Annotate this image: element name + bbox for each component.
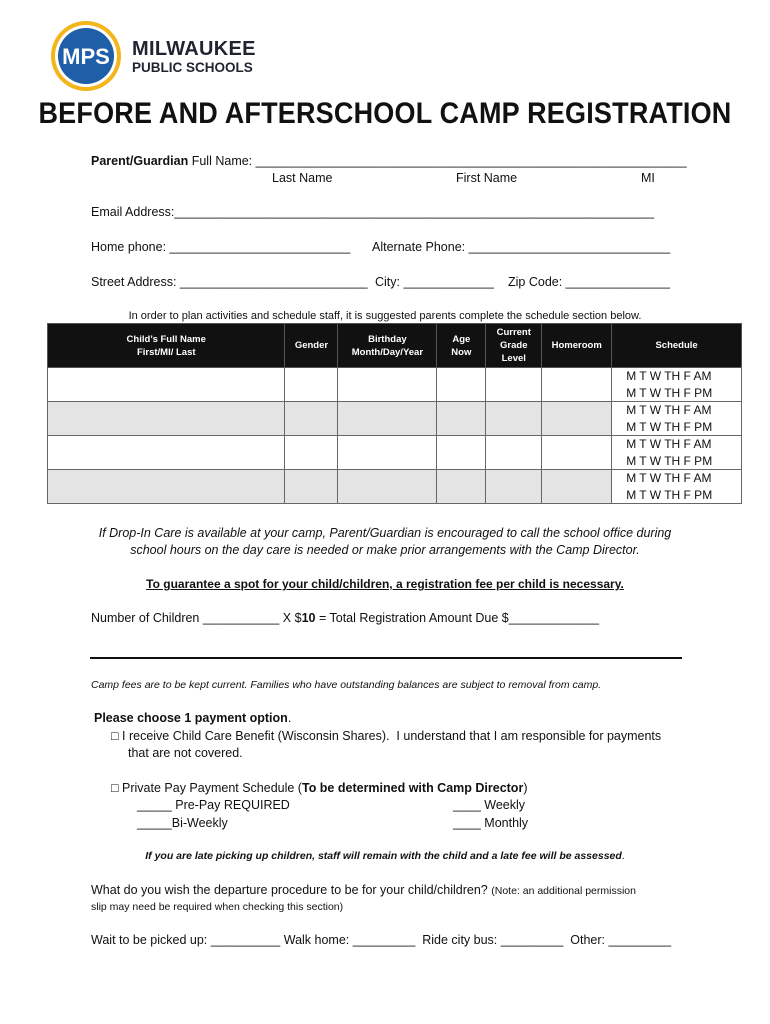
dropin-notice: If Drop-In Care is available at your camp, Parent/Guardian is encouraged to call the school office during school hours on the day care is needed or make prior arrangements with the Camp Director.	[98, 526, 672, 557]
birthday-cell[interactable]	[338, 436, 437, 470]
org-name-line1: MILWAUKEE	[132, 38, 256, 60]
org-name-line2: PUBLIC SCHOOLS	[132, 60, 253, 75]
schedule-cell[interactable]: M T W TH F AM M T W TH F PM	[612, 470, 742, 504]
grade-cell[interactable]	[486, 470, 542, 504]
zip-code-field[interactable]: Zip Code: _______________	[508, 275, 670, 289]
email-field[interactable]: Email Address:_____________________________________________________________________	[91, 205, 655, 219]
schedule-note: In order to plan activities and schedule staff, it is suggested parents complete the schedule section below.	[128, 310, 642, 322]
weekly-option[interactable]: ____ Weekly	[453, 798, 526, 812]
child-name-cell[interactable]	[48, 470, 285, 504]
birthday-cell[interactable]	[338, 402, 437, 436]
age-cell[interactable]	[437, 436, 486, 470]
departure-question: What do you wish the departure procedure to be for your child/children? (Note: an additional permission	[91, 883, 636, 897]
gender-cell[interactable]	[285, 436, 338, 470]
fee-notice: To guarantee a spot for your child/children, a registration fee per child is necessary.	[146, 577, 624, 591]
guardian-label: Parent/Guardian	[91, 154, 189, 168]
birthday-cell[interactable]	[338, 368, 437, 402]
header-birthday: Birthday Month/Day/Year	[338, 324, 437, 368]
schedule-cell[interactable]: M T W TH F AM M T W TH F PM	[612, 402, 742, 436]
page-title: BEFORE AND AFTERSCHOOL CAMP REGISTRATION	[38, 96, 732, 130]
sublabel-first-name: First Name	[456, 171, 518, 185]
guardian-name-field[interactable]	[91, 154, 687, 168]
mps-logo	[50, 20, 122, 92]
street-address-field[interactable]: Street Address: ___________________________	[91, 275, 368, 289]
child-name-cell[interactable]	[48, 402, 285, 436]
homeroom-cell[interactable]	[542, 368, 612, 402]
sublabel-mi: MI	[641, 171, 655, 185]
departure-options[interactable]: Wait to be picked up: __________ Walk home: _________ Ride city bus: _________ Other: _________	[91, 933, 672, 947]
table-row	[48, 402, 742, 436]
schedule-cell[interactable]: M T W TH F AM M T W TH F PM	[612, 436, 742, 470]
registration-amount-field[interactable]: Number of Children ___________ X $10 = Total Registration Amount Due $_____________	[91, 611, 600, 625]
grade-cell[interactable]	[486, 436, 542, 470]
header-child-name: Child’s Full Name First/MI/ Last	[48, 324, 285, 368]
age-cell[interactable]	[437, 368, 486, 402]
header-homeroom: Homeroom	[542, 324, 612, 368]
camp-fees-note: Camp fees are to be kept current. Families who have outstanding balances are subject to removal from camp.	[91, 679, 602, 691]
grade-cell[interactable]	[486, 368, 542, 402]
option-child-care-benefit[interactable]: □ I receive Child Care Benefit (Wisconsin Shares). I understand that I am responsible for payments	[111, 729, 662, 743]
sublabel-last-name: Last Name	[272, 171, 333, 185]
table-row	[48, 436, 742, 470]
table-row	[48, 368, 742, 402]
table-row	[48, 470, 742, 504]
option-child-care-benefit-cont: that are not covered.	[128, 746, 243, 760]
biweekly-option[interactable]: _____Bi-Weekly	[137, 816, 228, 830]
child-schedule-table	[47, 323, 742, 504]
gender-cell[interactable]	[285, 402, 338, 436]
homeroom-cell[interactable]	[542, 402, 612, 436]
alternate-phone-field[interactable]: Alternate Phone: _____________________________	[372, 240, 671, 254]
full-name-label: Full Name: ______________________________________________________________	[188, 154, 687, 168]
monthly-option[interactable]: ____ Monthly	[453, 816, 529, 830]
grade-cell[interactable]	[486, 402, 542, 436]
departure-note: slip may need be required when checking this section)	[91, 901, 344, 913]
gender-cell[interactable]	[285, 470, 338, 504]
gender-cell[interactable]	[285, 368, 338, 402]
header-schedule: Schedule	[612, 324, 742, 368]
header-age: Age Now	[437, 324, 486, 368]
logo-text: MPS	[62, 44, 110, 69]
schedule-cell[interactable]: M T W TH F AM M T W TH F PM	[612, 368, 742, 402]
header-grade: Current Grade Level	[486, 324, 542, 368]
homeroom-cell[interactable]	[542, 470, 612, 504]
child-name-cell[interactable]	[48, 436, 285, 470]
option-private-pay[interactable]: □ Private Pay Payment Schedule (To be determined with Camp Director)	[111, 781, 528, 795]
late-pickup-notice: If you are late picking up children, staff will remain with the child and a late fee will be assessed.	[145, 850, 625, 862]
prepay-option[interactable]: _____ Pre-Pay REQUIRED	[137, 798, 290, 812]
birthday-cell[interactable]	[338, 470, 437, 504]
city-field[interactable]: City: _____________	[375, 275, 494, 289]
fee-amount: 10	[301, 611, 316, 625]
divider	[90, 657, 682, 659]
home-phone-field[interactable]: Home phone: __________________________	[91, 240, 351, 254]
payment-heading: Please choose 1 payment option.	[94, 711, 292, 725]
child-name-cell[interactable]	[48, 368, 285, 402]
age-cell[interactable]	[437, 470, 486, 504]
homeroom-cell[interactable]	[542, 436, 612, 470]
age-cell[interactable]	[437, 402, 486, 436]
header-gender: Gender	[285, 324, 338, 368]
